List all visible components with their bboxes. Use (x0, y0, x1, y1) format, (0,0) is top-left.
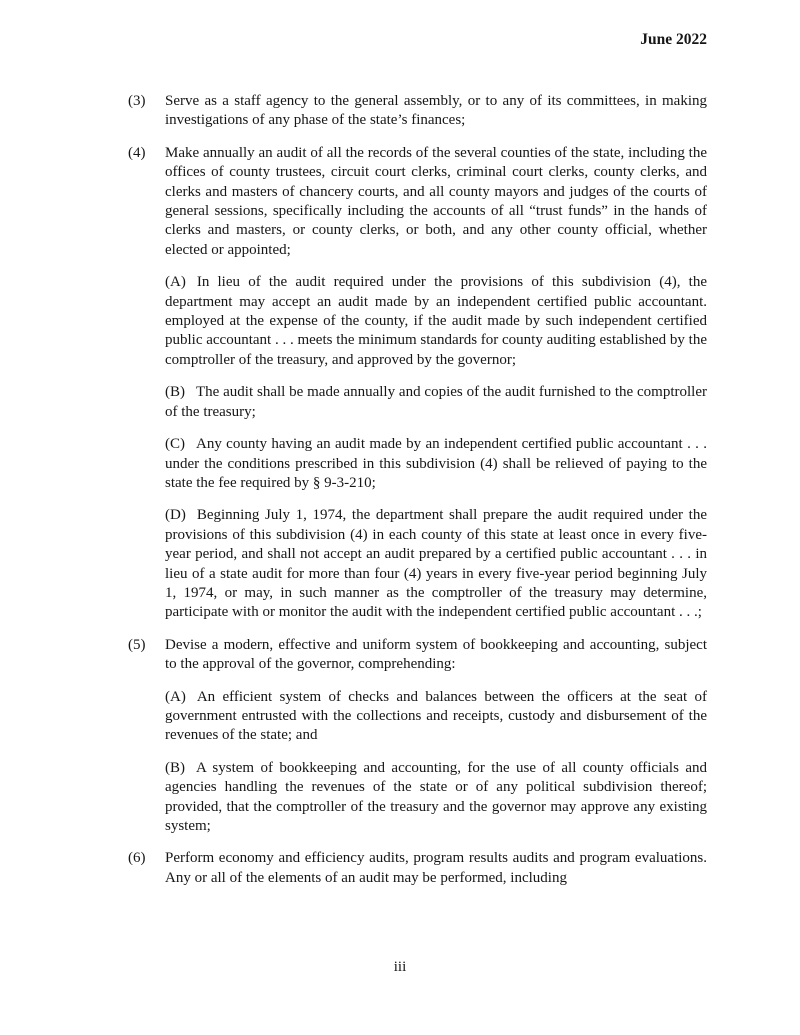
sub-item-label: (D) (165, 507, 186, 524)
sub-item-label: (B) (165, 759, 185, 776)
sub-item-label: (A) (165, 274, 186, 291)
list-item-3 (128, 92, 707, 144)
item-number: (4) (128, 144, 146, 161)
sub-item-text: In lieu of the audit required under the provisions of this subdivision (4), the department may accept an audit made by an independent certified public accountant. employed at the expense of the county, if the audit made by such independent certified public accountant . . . meets the minimum standards for county auditing established by the comptroller of the treasury, and approved by the governor; (165, 274, 707, 368)
sub-item-d (165, 506, 707, 622)
list-item-5 (128, 636, 707, 850)
sub-item-c (165, 435, 707, 493)
item-text-block (165, 849, 707, 901)
sub-item-label: (C) (165, 436, 185, 453)
sub-item-text: The audit shall be made annually and copies of the audit furnished to the comptroller of the treasury; (165, 384, 707, 420)
item-text-block (165, 636, 707, 850)
sub-item-b (165, 759, 707, 837)
item-paragraph: Make annually an audit of all the records of the several counties of the state, including the offices of county trustees, circuit court clerks, criminal court clerks, county clerks, and clerks and masters of chancery courts, and all county mayors and judges of the courts of general sessions, specifically including the accounts of all “trust funds” in the hands of clerks and masters, or county clerks, or both, and any other county official, whether elected or appointed; (165, 144, 707, 258)
item-number: (6) (128, 850, 146, 867)
item-text-block (165, 92, 707, 144)
sub-item-b (165, 383, 707, 422)
document-body (128, 92, 707, 901)
item-text-block (165, 144, 707, 636)
sub-item-text: A system of bookkeeping and accounting, for the use of all county officials and agencies handling the revenues of the state or of any political subdivision thereof; provided, that the comptroller of the treasury and the governor may approve any existing system; (165, 759, 707, 834)
item-paragraph: Devise a modern, effective and uniform system of bookkeeping and accounting, subject to the approval of the governor, comprehending: (165, 636, 707, 673)
list-item-6 (128, 849, 707, 901)
list-item-4 (128, 144, 707, 636)
page-number: iii (393, 959, 407, 975)
sub-item-a (165, 273, 707, 370)
sub-item-text: An efficient system of checks and balances between the officers at the seat of government entrusted with the collections and receipts, custody and disbursement of the revenues of the state; and (165, 688, 707, 744)
item-number: (5) (128, 636, 146, 653)
sub-item-a (165, 688, 707, 746)
sub-item-label: (A) (165, 688, 186, 705)
sub-item-text: Beginning July 1, 1974, the department shall prepare the audit required under the provisions of this subdivision (4) in each county of this state at least once in every five-year period, and shall not accept an audit prepared by a certified public accountant . . . in lieu of a state audit for more than four (4) years in every five-year period beginning July 1, 1974, or may, in such manner as the comptroller of the treasury may determine, participate with or monitor the audit with the independent certified public accountant . . .; (165, 507, 707, 621)
item-number: (3) (128, 93, 146, 109)
item-paragraph: Serve as a staff agency to the general assembly, or to any of its committees, in making investigations of any phase of the state’s finances; (165, 93, 707, 129)
sub-item-text: Any county having an audit made by an independent certified public accountant . . . under the conditions prescribed in this subdivision (4) shall be relieved of paying to the state the fee required by § 9-3-210; (165, 436, 707, 491)
page-header-date: June 2022 (640, 31, 707, 48)
sub-item-label: (B) (165, 384, 185, 401)
item-paragraph: Perform economy and efficiency audits, program results audits and program evaluations. Any or all of the elements of an audit may be performed, including (165, 850, 707, 886)
